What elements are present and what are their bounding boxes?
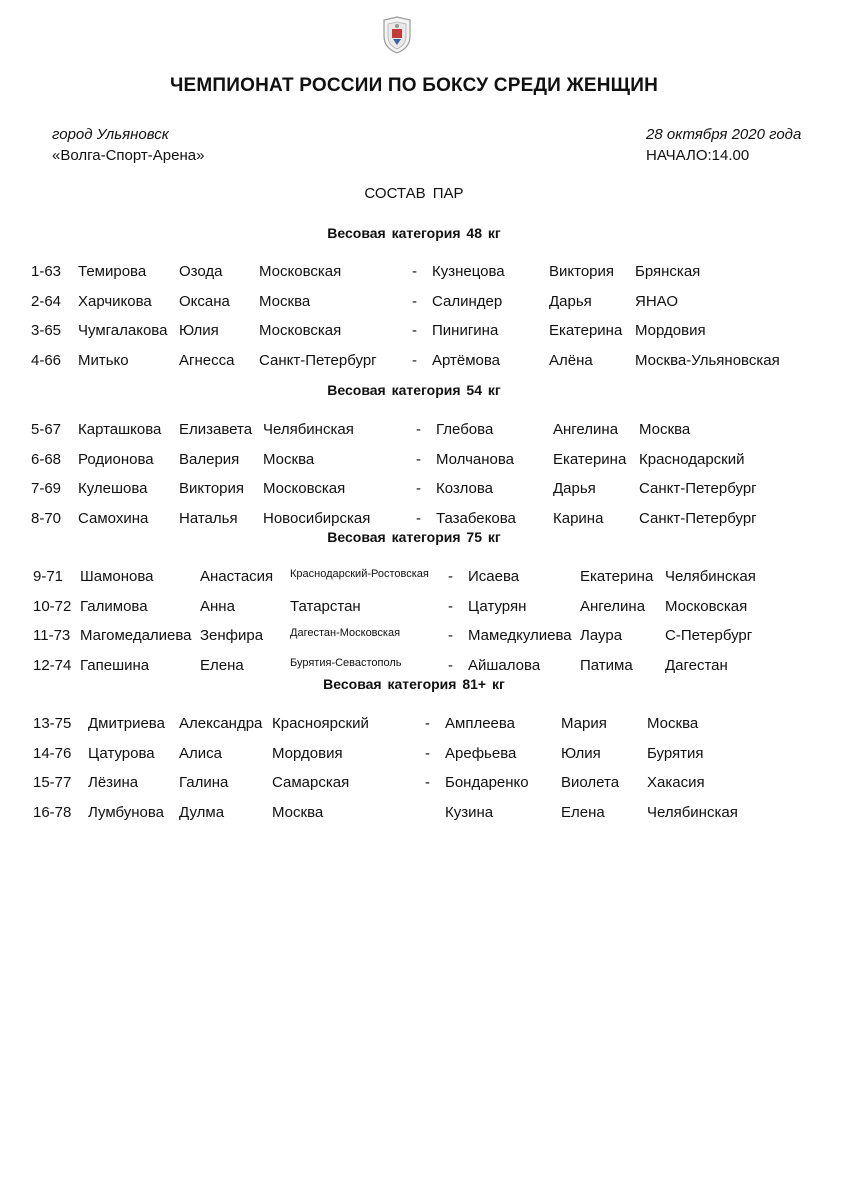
blue-region: Москва xyxy=(647,715,699,732)
red-first-name: Елизавета xyxy=(179,421,253,438)
red-first-name: Валерия xyxy=(179,450,240,468)
bout-row xyxy=(0,598,848,620)
red-first-name: Агнесса xyxy=(179,351,235,369)
red-region: Московская xyxy=(259,322,342,339)
red-first-name: Дулма xyxy=(179,803,225,821)
bout-row xyxy=(0,568,848,590)
city-label: город Ульяновск xyxy=(52,126,169,143)
date-label: 28 октября 2020 года xyxy=(646,126,802,143)
bout-row xyxy=(0,627,848,649)
red-last-name: Галимова xyxy=(80,597,148,615)
blue-region: Мордовия xyxy=(635,322,706,339)
blue-last-name: Айшалова xyxy=(468,656,541,674)
blue-region: Санкт-Петербург xyxy=(639,509,757,527)
red-last-name: Карташкова xyxy=(78,421,162,438)
vs-dash: - xyxy=(412,292,417,310)
blue-region: Хакасия xyxy=(647,774,705,791)
blue-last-name: Артёмова xyxy=(432,351,501,369)
category-title-75: Весовая категория 75 кг xyxy=(327,529,501,545)
red-first-name: Елена xyxy=(200,656,244,674)
blue-region: Челябинская xyxy=(647,803,738,821)
red-last-name: Чумгалакова xyxy=(78,322,168,339)
bout-number: 8-70 xyxy=(31,509,62,527)
red-region: Краснодарский-Ростовская xyxy=(290,568,429,580)
bout-number: 3-65 xyxy=(31,322,62,339)
category-title-81plus: Весовая категория 81+ кг xyxy=(323,676,505,692)
red-region: Московская xyxy=(259,263,342,280)
bout-row xyxy=(0,715,848,737)
vs-dash: - xyxy=(448,656,453,674)
red-first-name: Озода xyxy=(179,263,223,280)
vs-dash: - xyxy=(416,509,421,527)
blue-first-name: Алёна xyxy=(549,351,593,369)
start-time-label: НАЧАЛО:14.00 xyxy=(646,147,750,164)
vs-dash: - xyxy=(448,597,453,615)
blue-first-name: Мария xyxy=(561,715,607,732)
blue-region: ЯНАО xyxy=(635,292,679,310)
red-region: Красноярский xyxy=(272,715,369,732)
blue-region: Краснодарский xyxy=(639,450,745,468)
red-first-name: Юлия xyxy=(179,322,219,339)
blue-first-name: Виктория xyxy=(549,263,615,280)
blue-last-name: Молчанова xyxy=(436,450,515,468)
bout-number: 12-74 xyxy=(33,656,72,674)
bout-number: 13-75 xyxy=(33,715,72,732)
bout-number: 2-64 xyxy=(31,292,62,310)
red-last-name: Шамонова xyxy=(80,568,154,585)
blue-last-name: Бондаренко xyxy=(445,774,529,791)
vs-dash: - xyxy=(416,421,421,438)
red-last-name: Родионова xyxy=(78,450,154,468)
bout-row xyxy=(0,774,848,796)
vs-dash: - xyxy=(448,627,453,644)
blue-region: Челябинская xyxy=(665,568,756,585)
bout-row xyxy=(0,322,848,344)
red-region: Москва xyxy=(272,803,324,821)
blue-first-name: Патима xyxy=(580,656,633,674)
bout-number: 10-72 xyxy=(33,597,72,615)
bout-row xyxy=(0,745,848,767)
blue-region: Москва xyxy=(639,421,691,438)
bout-row xyxy=(0,421,848,443)
blue-last-name: Мамедкулиева xyxy=(468,627,572,644)
bout-number: 16-78 xyxy=(33,803,72,821)
blue-first-name: Екатерина xyxy=(553,450,627,468)
red-region: Бурятия-Севастополь xyxy=(290,656,402,669)
red-last-name: Кулешова xyxy=(78,480,148,497)
bout-row xyxy=(0,352,848,374)
red-region: Московская xyxy=(263,480,346,497)
bout-number: 15-77 xyxy=(33,774,72,791)
blue-last-name: Кузина xyxy=(445,803,494,821)
vs-dash: - xyxy=(425,744,430,762)
red-region: Дагестан-Московская xyxy=(290,627,401,639)
blue-first-name: Елена xyxy=(561,803,605,821)
red-first-name: Наталья xyxy=(179,509,238,527)
bout-number: 7-69 xyxy=(31,480,62,497)
red-last-name: Дмитриева xyxy=(88,715,165,732)
red-last-name: Лумбунова xyxy=(88,803,165,821)
blue-last-name: Исаева xyxy=(468,568,520,585)
blue-last-name: Пинигина xyxy=(432,322,499,339)
category-title-54: Весовая категория 54 кг xyxy=(327,382,501,398)
red-first-name: Галина xyxy=(179,774,229,791)
red-last-name: Гапешина xyxy=(80,656,150,674)
blue-first-name: Дарья xyxy=(553,480,596,497)
bout-row xyxy=(0,263,848,285)
blue-region: Бурятия xyxy=(647,744,704,762)
red-first-name: Алиса xyxy=(179,744,222,762)
red-first-name: Александра xyxy=(179,715,263,732)
bout-row xyxy=(0,804,848,826)
vs-dash: - xyxy=(425,774,430,791)
red-first-name: Виктория xyxy=(179,480,245,497)
vs-dash: - xyxy=(412,351,417,369)
vs-dash: - xyxy=(448,568,453,585)
bout-number: 14-76 xyxy=(33,744,72,762)
red-last-name: Митько xyxy=(78,351,129,369)
blue-region: Санкт-Петербург xyxy=(639,480,757,497)
bout-row xyxy=(0,293,848,315)
blue-first-name: Виолета xyxy=(561,774,620,791)
bout-number: 4-66 xyxy=(31,351,62,369)
bout-row xyxy=(0,480,848,502)
blue-last-name: Арефьева xyxy=(445,744,517,762)
blue-last-name: Глебова xyxy=(436,421,494,438)
bout-number: 9-71 xyxy=(33,568,64,585)
blue-last-name: Амплеева xyxy=(445,715,516,732)
federation-emblem-icon xyxy=(380,16,414,54)
blue-last-name: Тазабекова xyxy=(436,509,516,527)
red-last-name: Магомедалиева xyxy=(80,627,192,644)
blue-first-name: Дарья xyxy=(549,292,592,310)
blue-last-name: Козлова xyxy=(436,480,494,497)
red-last-name: Цатурова xyxy=(88,744,155,762)
red-region: Татарстан xyxy=(290,597,361,615)
blue-region: Дагестан xyxy=(665,656,728,674)
vs-dash: - xyxy=(416,450,421,468)
blue-first-name: Карина xyxy=(553,509,604,527)
blue-last-name: Цатурян xyxy=(468,597,527,615)
blue-first-name: Лаура xyxy=(580,627,623,644)
venue-label: «Волга-Спорт-Арена» xyxy=(52,147,205,164)
blue-region: Москва-Ульяновская xyxy=(635,351,780,369)
blue-first-name: Юлия xyxy=(561,744,601,762)
page-title: ЧЕМПИОНАТ РОССИИ ПО БОКСУ СРЕДИ ЖЕНЩИН xyxy=(169,75,659,96)
red-last-name: Самохина xyxy=(78,509,149,527)
red-region: Мордовия xyxy=(272,744,343,762)
red-first-name: Зенфира xyxy=(200,627,264,644)
red-region: Челябинская xyxy=(263,421,354,438)
pairs-heading: СОСТАВ ПАР xyxy=(364,185,464,202)
bout-number: 6-68 xyxy=(31,450,62,468)
blue-region: Брянская xyxy=(635,263,701,280)
category-title-48: Весовая категория 48 кг xyxy=(327,225,501,241)
red-last-name: Харчикова xyxy=(78,292,152,310)
red-first-name: Анастасия xyxy=(200,568,274,585)
red-last-name: Лёзина xyxy=(88,774,139,791)
red-region: Новосибирская xyxy=(263,509,371,527)
vs-dash: - xyxy=(416,480,421,497)
red-region: Самарская xyxy=(272,774,350,791)
bout-number: 5-67 xyxy=(31,421,62,438)
blue-region: Московская xyxy=(665,597,748,615)
red-last-name: Темирова xyxy=(78,263,147,280)
blue-first-name: Ангелина xyxy=(580,597,646,615)
blue-first-name: Ангелина xyxy=(553,421,619,438)
red-region: Москва xyxy=(259,292,311,310)
red-first-name: Анна xyxy=(200,597,235,615)
red-region: Санкт-Петербург xyxy=(259,351,377,369)
red-first-name: Оксана xyxy=(179,292,230,310)
blue-last-name: Салиндер xyxy=(432,292,503,310)
blue-region: С-Петербург xyxy=(665,627,753,644)
blue-last-name: Кузнецова xyxy=(432,263,505,280)
vs-dash: - xyxy=(412,263,417,280)
bout-number: 11-73 xyxy=(33,627,71,644)
bout-row xyxy=(0,451,848,473)
bout-number: 1-63 xyxy=(31,263,62,280)
vs-dash: - xyxy=(412,322,417,339)
red-region: Москва xyxy=(263,450,315,468)
blue-first-name: Екатерина xyxy=(580,568,654,585)
blue-first-name: Екатерина xyxy=(549,322,623,339)
vs-dash: - xyxy=(425,715,430,732)
